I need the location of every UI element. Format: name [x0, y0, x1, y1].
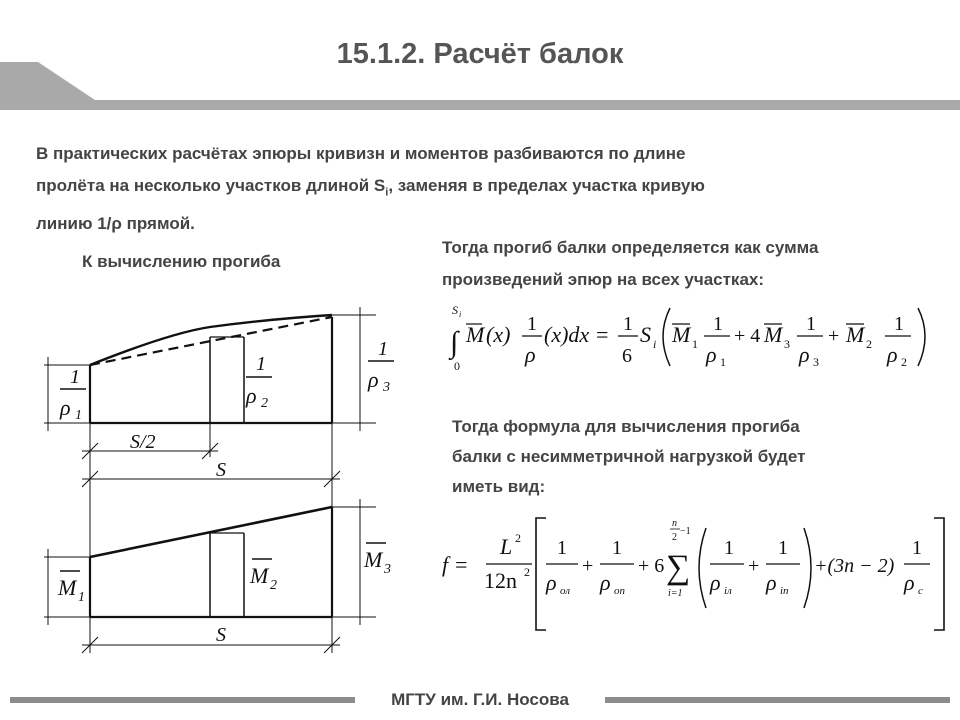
frac-den: ρ	[525, 342, 536, 367]
diagram-caption: К вычислению прогиба	[82, 252, 281, 271]
coef-num: 1	[623, 313, 633, 335]
lhs-x: (x)	[486, 322, 511, 347]
plus4: + 4	[734, 325, 761, 347]
m3-sub: 3	[384, 562, 391, 577]
label-2-den: ρ	[246, 383, 257, 408]
moment-diagram	[44, 483, 376, 653]
moment-labels	[57, 543, 391, 646]
intro-paragraph	[36, 138, 916, 240]
m2: M	[846, 322, 865, 347]
frac-num: 1	[527, 313, 537, 335]
l-den: 12n	[484, 568, 517, 593]
t4-sub: iп	[780, 585, 789, 597]
coef-den: 6	[622, 345, 632, 367]
f1-num: 1	[713, 313, 723, 335]
f2-num: 1	[894, 313, 904, 335]
intro-line-3: линию 1/ρ прямой.	[36, 214, 195, 234]
l-num-sup: 2	[515, 531, 521, 545]
t4-num: 1	[778, 537, 788, 559]
l-num: L	[500, 534, 513, 559]
m2-sub: 2	[270, 578, 277, 593]
t1-den: ρ	[546, 570, 557, 595]
label-1-den: ρ	[60, 395, 71, 420]
m1-label: M	[58, 575, 77, 600]
m2-sub-f: 2	[866, 337, 872, 351]
s-sub: i	[653, 337, 657, 351]
right-text-2	[452, 412, 912, 502]
m1-sub-f: 1	[692, 337, 698, 351]
formula-deflection-asymmetric	[440, 512, 950, 642]
t2-den: ρ	[600, 570, 611, 595]
s-label: S	[640, 322, 651, 347]
label-3-num: 1	[378, 338, 388, 360]
formula-deflection-sum	[448, 300, 948, 380]
right-text-2-line-1: Тогда формула для вычисления прогиба	[452, 417, 800, 436]
m3: M	[764, 322, 783, 347]
beam-diagrams	[30, 295, 450, 665]
m1-sub: 1	[78, 590, 85, 605]
t2-num: 1	[612, 537, 622, 559]
curvature-labels	[59, 338, 394, 481]
plus: +	[828, 325, 840, 347]
dim-full-label: S	[216, 459, 226, 481]
t3-den: ρ	[710, 570, 721, 595]
plus1: +	[582, 555, 594, 577]
int-upper: S	[452, 303, 458, 317]
t1-num: 1	[557, 537, 567, 559]
t5-num: 1	[912, 537, 922, 559]
f2-sub: 2	[901, 355, 907, 369]
m3-label: M	[364, 547, 383, 572]
t5-sub: c	[918, 585, 923, 597]
label-1-sub: 1	[75, 408, 82, 423]
curvature-diagram	[44, 307, 376, 487]
plus2: +	[748, 555, 760, 577]
f3-num: 1	[806, 313, 816, 335]
right-text-1-line-1: Тогда прогиб балки определяется как сумма	[442, 238, 819, 257]
t2-sub: оп	[614, 585, 625, 597]
sum-upper-2: 2	[672, 532, 677, 543]
f3-sub: 3	[813, 355, 819, 369]
f-label: f =	[442, 552, 469, 577]
right-text-2-line-2: балки с несимметричной нагрузкой будет	[452, 447, 806, 466]
right-text-1	[442, 232, 942, 296]
right-text-2-line-3: иметь вид:	[452, 477, 546, 496]
l-den-sup: 2	[524, 565, 530, 579]
f2-den: ρ	[887, 342, 898, 367]
intro-line-1: В практических расчётах эпюры кривизн и моментов разбиваются по длине	[36, 144, 686, 163]
label-3-sub: 3	[383, 380, 390, 395]
t4-den: ρ	[766, 570, 777, 595]
sum-upper-n: n	[672, 518, 677, 529]
integral-sign: ∫	[450, 326, 459, 359]
t1-sub: ол	[560, 585, 571, 597]
t5-den: ρ	[904, 570, 915, 595]
sum-upper-m1: −1	[680, 526, 691, 537]
footer-institution: МГТУ им. Г.И. Носова	[391, 690, 569, 709]
t3-num: 1	[724, 537, 734, 559]
m3-sub-f: 3	[784, 337, 790, 351]
f3-den: ρ	[799, 342, 810, 367]
f1-sub: 1	[720, 355, 726, 369]
lhs-x2: (x)dx =	[544, 322, 610, 347]
right-text-1-line-2: произведений эпюр на всех участках:	[442, 270, 765, 289]
label-1-num: 1	[70, 366, 80, 388]
m2-label: M	[250, 563, 269, 588]
lhs-m: M	[466, 322, 485, 347]
f1-den: ρ	[706, 342, 717, 367]
six: + 6	[638, 555, 665, 577]
label-2-sub: 2	[261, 396, 268, 411]
paren-term: +(3n − 2)	[814, 555, 895, 577]
int-upper-sub: i	[459, 310, 462, 319]
intro-line-2: пролёта на несколько участков длиной $S_i$, заменяя в пределах участка кривую	[36, 176, 705, 199]
sum-sign: ∑	[666, 549, 691, 586]
dim-full-bottom: S	[216, 624, 226, 646]
label-2-num: 1	[256, 353, 266, 375]
page-title: 15.1.2. Расчёт балок	[336, 38, 624, 70]
m1: M	[672, 322, 691, 347]
dim-half-label: S/2	[130, 431, 156, 453]
sum-lower: i=1	[668, 588, 683, 599]
int-lower: 0	[454, 359, 460, 373]
t3-sub: iл	[724, 585, 732, 597]
label-3-den: ρ	[368, 367, 379, 392]
